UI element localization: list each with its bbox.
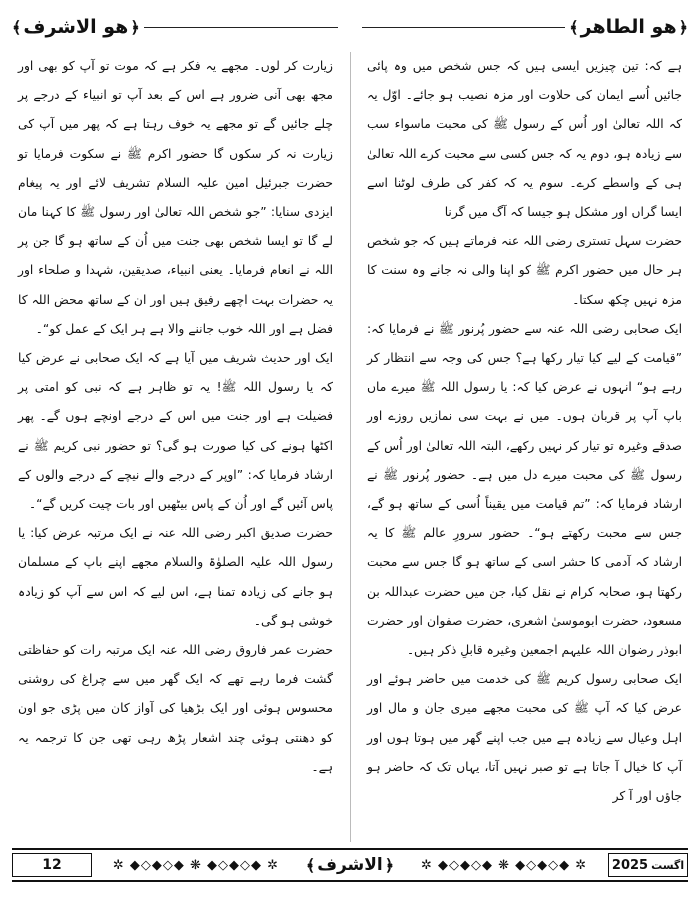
paragraph: حضرت سہل تستری رضی اللہ عنہ فرماتے ہیں کہ جو شخص ہر حال میں حضور اکرم ﷺ کو اپنا والی نہ جانے وہ سنت کا مزہ نہیں چکھ سکتا۔ [367,234,682,307]
page-number-box [12,853,92,877]
paragraph: زیارت کر لوں۔ مجھے یہ فکر ہے کہ موت تو آپ کو بھی اور مجھ بھی آنی ضرور ہے اس کے بعد آپ تو انبیاء کے درجے پر چلے جائیں گے تو مجھے یہ خوف رہتا ہے کہ پھر میں آپ کی زیارت نہ کر سکوں گا حضور اکرم ﷺ نے سکوت فرمایا تو حضرت جبرئیل امین علیہ السلام تشریف لائے اور یہ پیغام ایزدی سنایا: ”جو شخص اللہ تعالیٰ اور رسول ﷺ کا کہنا مان لے گا تو ایسا شخص بھی جنت میں اُن کے ساتھ ہو گا جن پر اللہ نے انعام فرمایا۔ یعنی انبیاء، صدیقین، شہدا و صلحاء اور یہ حضرات بہت اچھے رفیق ہیں اور ان کے ساتھ محض اللہ کا فضل ہے اور اللہ خوب جاننے والا ہے ہر ایک کے عمل کو“۔ [18,59,333,336]
issue-date-box [608,853,688,877]
page-number: 12 [42,857,62,873]
ornament-pattern: ✲ ◆◇◆◇◆ ❋ ◆◇◆◇◆ ✲ [112,857,280,873]
header-left-text: ھو الاشرف [23,16,129,38]
issue-month: اگست [651,858,685,872]
ornate-bracket-icon: ﴿ [678,17,688,37]
issue-year: 2025 [611,857,649,873]
paragraph: ایک صحابی رضی اللہ عنہ سے حضور پُرنور ﷺ نے فرمایا کہ: ”قیامت کے لیے کیا تیار رکھا ہے؟ جس کی وجہ سے انتظار کر رہے ہو“ انہوں نے عرض کیا کہ: یا رسول اللہ ﷺ میرے ماں باپ آپ پر قربان ہوں۔ میں نے بہت سی نمازیں روزے اور صدقے وغیرہ تو تیار کر نہیں رکھے، البتہ اللہ تعالیٰ اور اُس کے رسول ﷺ کی محبت میرے دل میں ہے۔ حضور پُرنور ﷺ نے ارشاد فرمایا کہ: ”تم قیامت میں یقیناً اُسی کے ساتھ ہو گے، جس سے محبت رکھتے ہو“۔ حضور سرورِ عالم ﷺ کا یہ ارشاد کہ آدمی کا حشر اسی کے ساتھ ہو گا جس سے محبت رکھتا ہو، صحابہ کرام نے نقل کیا، جن میں حضرت عبداللہ بن مسعود، حضرت ابوموسیٰ اشعری، حضرت صفوان اور حضرت ابوذر رضوان اللہ علیہم اجمعین وغیرہ قابلِ ذکر ہیں۔ [367,321,682,658]
header-rule [362,27,565,28]
ornate-bracket-icon: ﴾ [305,855,316,875]
ornate-bracket-icon: ﴿ [130,17,140,37]
right-column [367,52,682,811]
paragraph: حضرت عمر فاروق رضی اللہ عنہ ایک مرتبہ رات کو حفاظتی گشت فرما رہے تھے کہ ایک گھر میں سے چراغ کی روشنی محسوس ہوئی اور ایک بڑھیا کی آواز کان میں پڑی جو اون کو دھنتی ہوئی چند اشعار پڑھ رہی تھی جن کا ترجمہ یہ ہے۔ [18,643,333,774]
header-right [358,10,688,44]
header-left-title [12,16,140,38]
left-column [18,52,333,782]
footer-title-text: الاشرف [317,855,383,875]
ornate-bracket-icon: ﴿ [384,855,395,875]
footer-ornament [400,858,608,873]
paragraph: ہے کہ: تین چیزیں ایسی ہیں کہ جس شخص میں وہ پائی جائیں اُسے ایمان کی حلاوت اور مزہ نصیب ہو جائے۔ اوّل یہ کہ اللہ تعالیٰ اور اُس کے رسول ﷺ کی محبت ماسواء سب سے زیادہ ہو، دوم یہ کہ جس کسی سے محبت کرے اللہ تعالیٰ ہی کے واسطے کرے۔ سوم یہ کہ کفر کی طرف لوٹنا اسے ایسا گراں اور مشکل ہو جیسا کہ آگ میں گرنا [367,59,682,220]
header-right-text: ھو الطاھر [580,16,677,38]
ornate-bracket-icon: ﴾ [569,17,579,37]
column-divider [350,52,351,842]
paragraph: ایک صحابی رسول کریم ﷺ کی خدمت میں حاضر ہوئے اور عرض کیا کہ آپ ﷺ کی محبت مجھے میری جان و مال اور اہل وعیال سے زیادہ ہے میں جب اپنے گھر میں ہوتا ہوں اور آپ کا خیال آ جاتا ہے تو صبر نہیں آتا، یہاں تک کہ حاضر ہو جاؤں اور آ کر [367,672,682,804]
header-left [12,10,342,44]
footer-title [300,855,400,875]
header-right-title [569,16,688,38]
paragraph: حضرت صدیق اکبر رضی اللہ عنہ نے ایک مرتبہ عرض کیا: یا رسول اللہ علیہ الصلوٰۃ والسلام مجھے اپنے باپ کے مسلمان ہو جانے کی زیادہ تمنا ہے، اس لیے کہ اس سے آپ کو زیادہ خوشی ہو گی۔ [18,526,333,628]
paragraph: ایک اور حدیث شریف میں آیا ہے کہ ایک صحابی نے عرض کیا کہ یا رسول اللہ ﷺ! یہ تو ظاہر ہے کہ نبی کو امتی پر فضیلت ہے اور جنت میں اس کے درجے اونچے ہوں گے۔ پھر اکٹھا ہونے کی کیا صورت ہو گی؟ تو حضور نبی کریم ﷺ نے ارشاد فرمایا کہ: ”اوپر کے درجے والے نیچے کے درجے والوں کے پاس آئیں گے اور اُن کے پاس بیٹھیں اور بات چیت کریں گے“۔ [18,351,333,512]
footer-bar [12,848,688,882]
ornament-pattern: ✲ ◆◇◆◇◆ ❋ ◆◇◆◇◆ ✲ [420,857,588,873]
header-rule [144,27,338,28]
ornate-bracket-icon: ﴾ [12,17,22,37]
footer-ornament [92,858,300,873]
